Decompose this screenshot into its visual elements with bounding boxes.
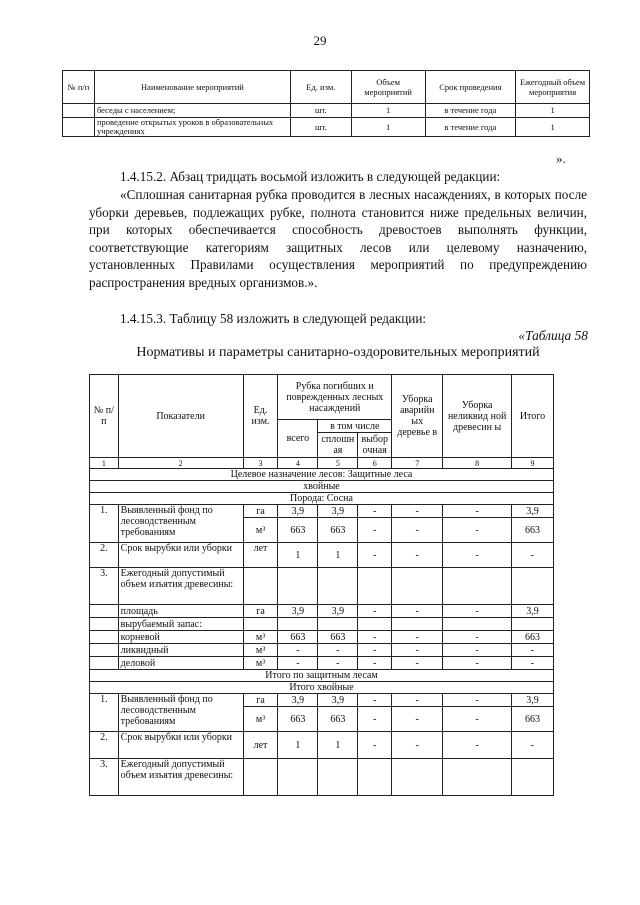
- cell: м³: [243, 707, 278, 732]
- cell: -: [392, 657, 443, 670]
- section-row: [90, 493, 554, 505]
- header-cell: Ежегодный объем мероприятия: [516, 71, 590, 104]
- index-row: [90, 458, 554, 469]
- cell: 663: [278, 707, 318, 732]
- cell: -: [358, 644, 392, 657]
- cell: проведение открытых уроков в образовательных учреждениях: [94, 118, 290, 137]
- table-caption: «Таблица 58: [518, 328, 588, 343]
- table-row: [90, 505, 554, 518]
- cell: лет: [243, 732, 278, 759]
- cell: -: [392, 543, 443, 568]
- cell: 3,9: [278, 694, 318, 707]
- paragraph: 1.4.15.3. Таблицу 58 изложить в следующей редакции:: [120, 311, 427, 326]
- cell: -: [443, 694, 512, 707]
- table-row: [90, 618, 554, 631]
- cell: [63, 104, 95, 118]
- cell: шт.: [290, 118, 351, 137]
- header-cell: выбор очная: [358, 433, 392, 458]
- cell: Выявленный фонд по лесоводственным требованиям: [118, 505, 243, 543]
- cell: -: [358, 518, 392, 543]
- cell: 7: [392, 458, 443, 469]
- cell: [358, 618, 392, 631]
- cell: [63, 118, 95, 137]
- cell: 663: [278, 518, 318, 543]
- cell: [511, 618, 553, 631]
- cell: -: [443, 605, 512, 618]
- page-number: 29: [313, 33, 327, 48]
- header-cell: Срок проведения: [425, 71, 516, 104]
- cell: [90, 618, 119, 631]
- cell: Выявленный фонд по лесоводственным требованиям: [118, 694, 243, 732]
- table-row: [90, 631, 554, 644]
- cell: -: [511, 657, 553, 670]
- cell: ликвидный: [118, 644, 243, 657]
- cell: [358, 759, 392, 796]
- cell: [90, 605, 119, 618]
- cell: [511, 568, 553, 605]
- cell: [90, 644, 119, 657]
- cell: -: [443, 707, 512, 732]
- cell: 3.: [90, 568, 119, 605]
- cell: 663: [318, 707, 358, 732]
- cell: 9: [511, 458, 553, 469]
- cell: 2.: [90, 732, 119, 759]
- cell: -: [443, 543, 512, 568]
- cell: 663: [511, 631, 553, 644]
- cell: [278, 568, 318, 605]
- cell: вырубаемый запас:: [118, 618, 243, 631]
- header-cell: № п/п: [63, 71, 95, 104]
- cell: деловой: [118, 657, 243, 670]
- cell: 1: [278, 732, 318, 759]
- cell: га: [243, 694, 278, 707]
- table-row: [90, 605, 554, 618]
- cell: 663: [511, 707, 553, 732]
- header-cell: Показатели: [118, 375, 243, 458]
- table-row: [90, 657, 554, 670]
- cell: -: [358, 605, 392, 618]
- table-row: [90, 543, 554, 568]
- table-row: [90, 568, 554, 605]
- cell: 1: [90, 458, 119, 469]
- cell: корневой: [118, 631, 243, 644]
- cell: площадь: [118, 605, 243, 618]
- header-cell: всего: [278, 420, 318, 458]
- cell: [90, 657, 119, 670]
- cell: -: [358, 543, 392, 568]
- cell: га: [243, 605, 278, 618]
- cell: -: [392, 518, 443, 543]
- cell: 2: [118, 458, 243, 469]
- cell: -: [511, 644, 553, 657]
- cell: 5: [318, 458, 358, 469]
- table-row: [90, 694, 554, 707]
- quote-end: ».: [556, 151, 566, 166]
- cell: -: [443, 505, 512, 518]
- section-row: [90, 469, 554, 481]
- cell: 3,9: [278, 605, 318, 618]
- cell: 1: [516, 104, 590, 118]
- cell: 6: [358, 458, 392, 469]
- cell: -: [318, 644, 358, 657]
- cell: лет: [243, 543, 278, 568]
- cell: -: [443, 657, 512, 670]
- section-label: Итого хвойные: [90, 682, 554, 694]
- cell: 1: [351, 118, 425, 137]
- header-cell: сплошн ая: [318, 433, 358, 458]
- cell: 4: [278, 458, 318, 469]
- cell: 3,9: [318, 694, 358, 707]
- cell: 1: [351, 104, 425, 118]
- cell: -: [392, 694, 443, 707]
- cell: [443, 568, 512, 605]
- table-header-row: [90, 375, 554, 420]
- cell: [392, 759, 443, 796]
- header-cell: Уборка неликвид ной древесин ы: [443, 375, 512, 458]
- cell: -: [392, 631, 443, 644]
- section-row: [90, 670, 554, 682]
- cell: 1.: [90, 505, 119, 543]
- cell: [278, 759, 318, 796]
- cell: [392, 568, 443, 605]
- header-cell: в том числе: [318, 420, 392, 433]
- cell: Срок вырубки или уборки: [118, 732, 243, 759]
- cell: в течение года: [425, 118, 516, 137]
- cell: [392, 618, 443, 631]
- cell: [90, 631, 119, 644]
- cell: [318, 618, 358, 631]
- norms-table: [89, 374, 554, 796]
- table-row: [63, 104, 590, 118]
- cell: 2.: [90, 543, 119, 568]
- cell: м³: [243, 644, 278, 657]
- cell: -: [278, 657, 318, 670]
- cell: [318, 568, 358, 605]
- cell: -: [443, 518, 512, 543]
- cell: м³: [243, 518, 278, 543]
- cell: [443, 618, 512, 631]
- cell: 3,9: [511, 605, 553, 618]
- cell: 1: [318, 543, 358, 568]
- cell: -: [392, 732, 443, 759]
- section-label: Порода: Сосна: [90, 493, 554, 505]
- cell: [243, 759, 278, 796]
- cell: -: [511, 732, 553, 759]
- header-cell: Уборка аварийн ых деревье в: [392, 375, 443, 458]
- cell: м³: [243, 657, 278, 670]
- cell: м³: [243, 631, 278, 644]
- cell: 1: [516, 118, 590, 137]
- cell: 663: [511, 518, 553, 543]
- cell: -: [443, 644, 512, 657]
- cell: [243, 618, 278, 631]
- table-row: [90, 644, 554, 657]
- table-row: [90, 732, 554, 759]
- cell: 1: [318, 732, 358, 759]
- cell: 3: [243, 458, 278, 469]
- header-cell: Рубка погибших и поврежденных лесных насаждений: [278, 375, 392, 420]
- section-row: [90, 481, 554, 493]
- cell: 3,9: [511, 694, 553, 707]
- table-title: Нормативы и параметры санитарно-оздоровительных мероприятий: [136, 345, 540, 360]
- cell: 3.: [90, 759, 119, 796]
- cell: Ежегодный допустимый объем изъятия древесины:: [118, 568, 243, 605]
- header-cell: Итого: [511, 375, 553, 458]
- header-cell: № п/п: [90, 375, 119, 458]
- cell: -: [392, 707, 443, 732]
- header-cell: Объем мероприятий: [351, 71, 425, 104]
- table-row: [63, 118, 590, 137]
- section-label: Итого по защитным лесам: [90, 670, 554, 682]
- cell: -: [443, 732, 512, 759]
- cell: -: [392, 605, 443, 618]
- cell: 663: [318, 518, 358, 543]
- cell: шт.: [290, 104, 351, 118]
- section-label: Целевое назначение лесов: Защитные леса: [90, 469, 554, 481]
- cell: -: [392, 505, 443, 518]
- cell: 8: [443, 458, 512, 469]
- top-table-header: [63, 71, 590, 104]
- cell: -: [443, 631, 512, 644]
- cell: Срок вырубки или уборки: [118, 543, 243, 568]
- header-cell: Ед. изм.: [243, 375, 278, 458]
- cell: [358, 568, 392, 605]
- header-cell: Ед. изм.: [290, 71, 351, 104]
- cell: -: [358, 707, 392, 732]
- cell: 1.: [90, 694, 119, 732]
- section-label: хвойные: [90, 481, 554, 493]
- top-table: [62, 70, 590, 137]
- header-cell: Наименование мероприятий: [94, 71, 290, 104]
- cell: -: [278, 644, 318, 657]
- paragraph: 1.4.15.2. Абзац тридцать восьмой изложить в следующей редакции:: [120, 169, 501, 184]
- table-row: [90, 759, 554, 796]
- cell: 3,9: [511, 505, 553, 518]
- cell: 3,9: [318, 505, 358, 518]
- cell: 663: [318, 631, 358, 644]
- cell: 1: [278, 543, 318, 568]
- cell: беседы с населением;: [94, 104, 290, 118]
- section-row: [90, 682, 554, 694]
- paragraph: «Сплошная санитарная рубка проводится в лесных насаждениях, в которых после уборки деревьев, подлежащих рубке, полнота становится ниже предельных величин, при которых обеспечивается способность древостоев выполнять функции, соответствующие категориям защитных лесов или целевому назначению, установленных Правилами осуществления мероприятий по предупреждению распространения вредных организмов.».: [89, 187, 587, 290]
- cell: -: [358, 505, 392, 518]
- cell: -: [358, 694, 392, 707]
- cell: [511, 759, 553, 796]
- cell: -: [511, 543, 553, 568]
- cell: в течение года: [425, 104, 516, 118]
- cell: Ежегодный допустимый объем изъятия древесины:: [118, 759, 243, 796]
- cell: га: [243, 505, 278, 518]
- cell: -: [392, 644, 443, 657]
- cell: [443, 759, 512, 796]
- cell: -: [318, 657, 358, 670]
- cell: 3,9: [278, 505, 318, 518]
- cell: [243, 568, 278, 605]
- cell: -: [358, 732, 392, 759]
- cell: 3,9: [318, 605, 358, 618]
- cell: -: [358, 657, 392, 670]
- cell: [318, 759, 358, 796]
- cell: 663: [278, 631, 318, 644]
- cell: -: [358, 631, 392, 644]
- cell: [278, 618, 318, 631]
